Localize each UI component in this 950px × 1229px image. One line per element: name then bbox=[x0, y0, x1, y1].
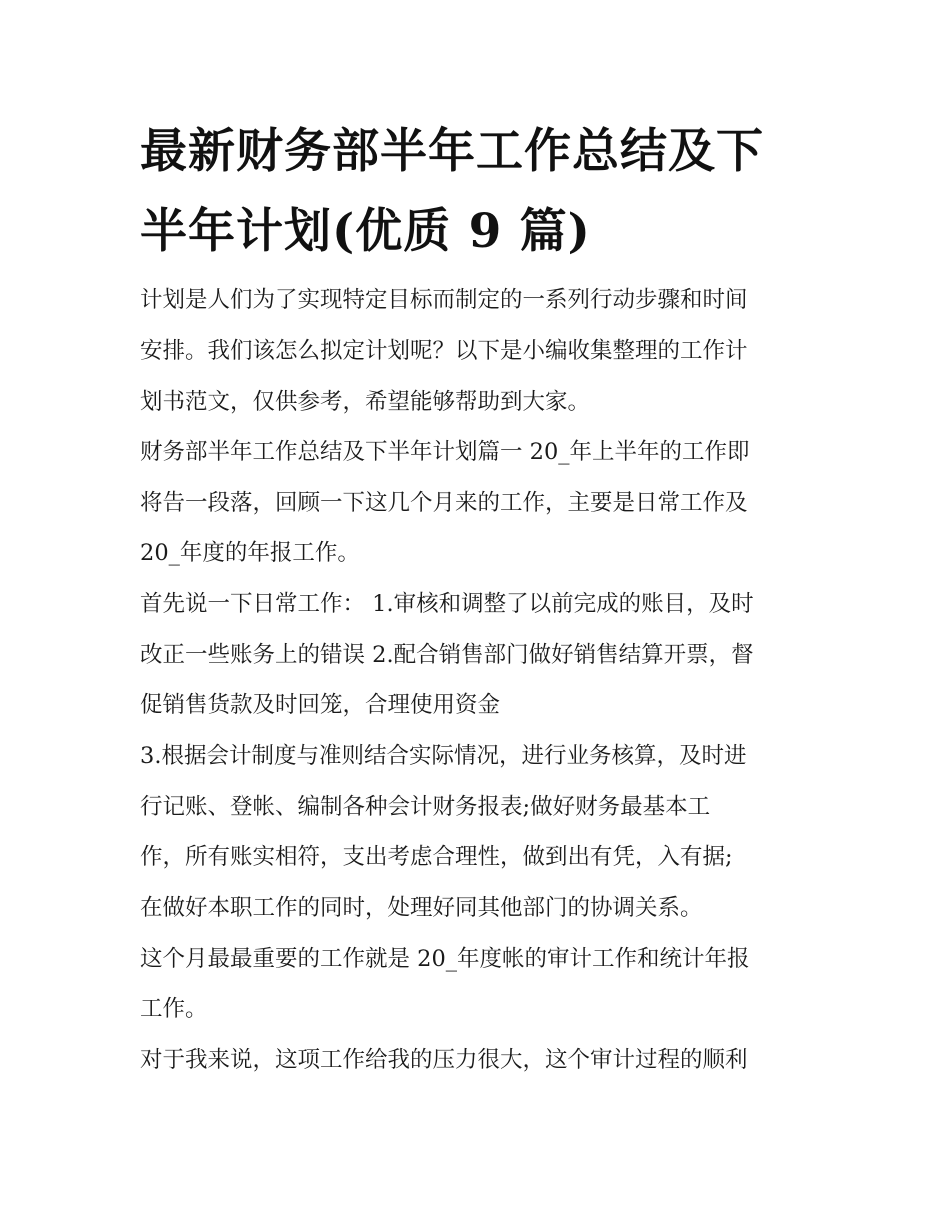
body-line: 20_年度的年报工作。 bbox=[140, 540, 360, 566]
body-line: 财务部半年工作总结及下半年计划篇一 20_年上半年的工作即 bbox=[140, 439, 750, 465]
body-line: 改正一些账务上的错误 2.配合销售部门做好销售结算开票，督 bbox=[140, 642, 754, 668]
body-line: 划书范文，仅供参考，希望能够帮助到大家。 bbox=[140, 389, 591, 415]
body-line: 在做好本职工作的同时，处理好同其他部门的协调关系。 bbox=[140, 895, 703, 921]
body-line: 工作。 bbox=[140, 996, 208, 1022]
body-line: 将告一段落，回顾一下这几个月来的工作，主要是日常工作及 bbox=[140, 490, 748, 516]
body-line: 3.根据会计制度与准则结合实际情况，进行业务核算，及时进 bbox=[140, 743, 747, 769]
body-line: 计划是人们为了实现特定目标而制定的一系列行动步骤和时间 bbox=[140, 287, 748, 313]
title-line-1: 最新财务部半年工作总结及下 bbox=[140, 124, 764, 179]
body-line: 首先说一下日常工作： 1.审核和调整了以前完成的账目，及时 bbox=[140, 591, 754, 617]
document-title bbox=[140, 112, 820, 272]
body-line: 这个月最最重要的工作就是 20_年度帐的审计工作和统计年报 bbox=[140, 946, 750, 972]
body-line: 行记账、登帐、编制各种会计财务报表;做好财务最基本工 bbox=[140, 794, 711, 820]
body-line: 作，所有账实相符，支出考虑合理性，做到出有凭，入有据; bbox=[140, 844, 733, 870]
body-line: 安排。我们该怎么拟定计划呢？以下是小编收集整理的工作计 bbox=[140, 338, 748, 364]
body-line: 促销售货款及时回笼，合理使用资金 bbox=[140, 692, 501, 718]
body-line: 对于我来说，这项工作给我的压力很大，这个审计过程的顺利 bbox=[140, 1047, 748, 1073]
title-line-2: 半年计划(优质 9 篇) bbox=[140, 204, 591, 259]
